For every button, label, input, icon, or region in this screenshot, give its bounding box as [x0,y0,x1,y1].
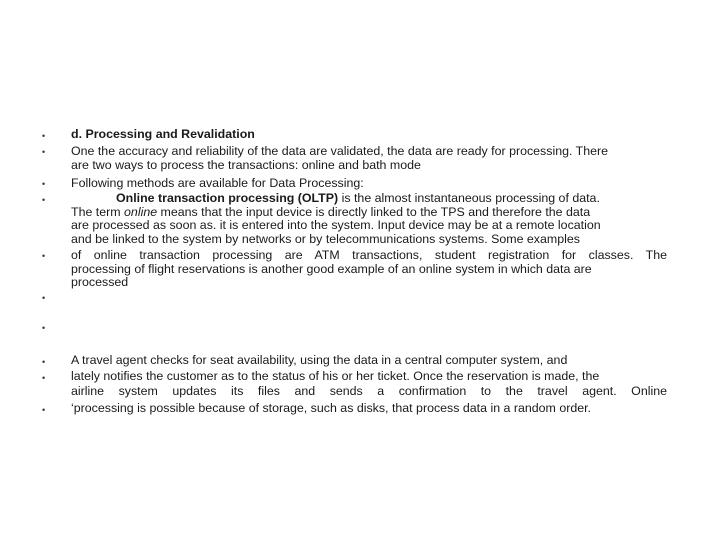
bullet: • [42,251,46,261]
bullet: • [42,357,46,367]
paragraph-line: A travel agent checks for seat availability, using the data in a central computer system, and [71,353,568,367]
paragraph-line: lately notifies the customer as to the status of his or her ticket. Once the reservation is made, the [71,369,600,383]
paragraph-line-justified: of online transaction processing are ATM transactions, student registration for classes. The [71,248,667,262]
bullet: • [42,179,46,189]
bullet: • [42,373,46,383]
oltp-definition: is the almost instantaneous processing of data. [338,191,600,205]
paragraph-line: are processed as soon as. it is entered into the system. Input device may be at a remote location [71,218,601,232]
online-term: online [124,205,158,219]
oltp-term: Online transaction processing (OLTP) [116,191,339,205]
paragraph-line: Following methods are available for Data Processing: [71,176,364,190]
paragraph-line: ‘processing is possible because of storage, such as disks, that process data in a random order. [71,401,592,415]
paragraph-line: processing of flight reservations is another good example of an online system in which data are [71,262,592,276]
bullet: • [42,323,46,333]
paragraph-line: processed [71,275,129,289]
bullet: • [42,195,46,205]
paragraph-line: and be linked to the system by networks or by telecommunications systems. Some examples [71,232,580,246]
text-before: The term [71,205,125,219]
section-heading: d. Processing and Revalidation [71,127,255,141]
oltp-line [71,192,600,205]
bullet: • [42,405,46,415]
paragraph-line: are two ways to process the transactions: online and bath mode [71,158,421,172]
bullet: • [42,131,46,141]
paragraph-line-justified: airline system updates its files and sends a confirmation to the travel agent. Online [71,384,667,398]
bullet: • [42,293,46,303]
bullet: • [42,147,46,157]
paragraph-line: One the accuracy and reliability of the data are validated, the data are ready for processing. There [71,144,609,158]
text-after: means that the input device is directly linked to the TPS and therefore the data [157,205,591,219]
